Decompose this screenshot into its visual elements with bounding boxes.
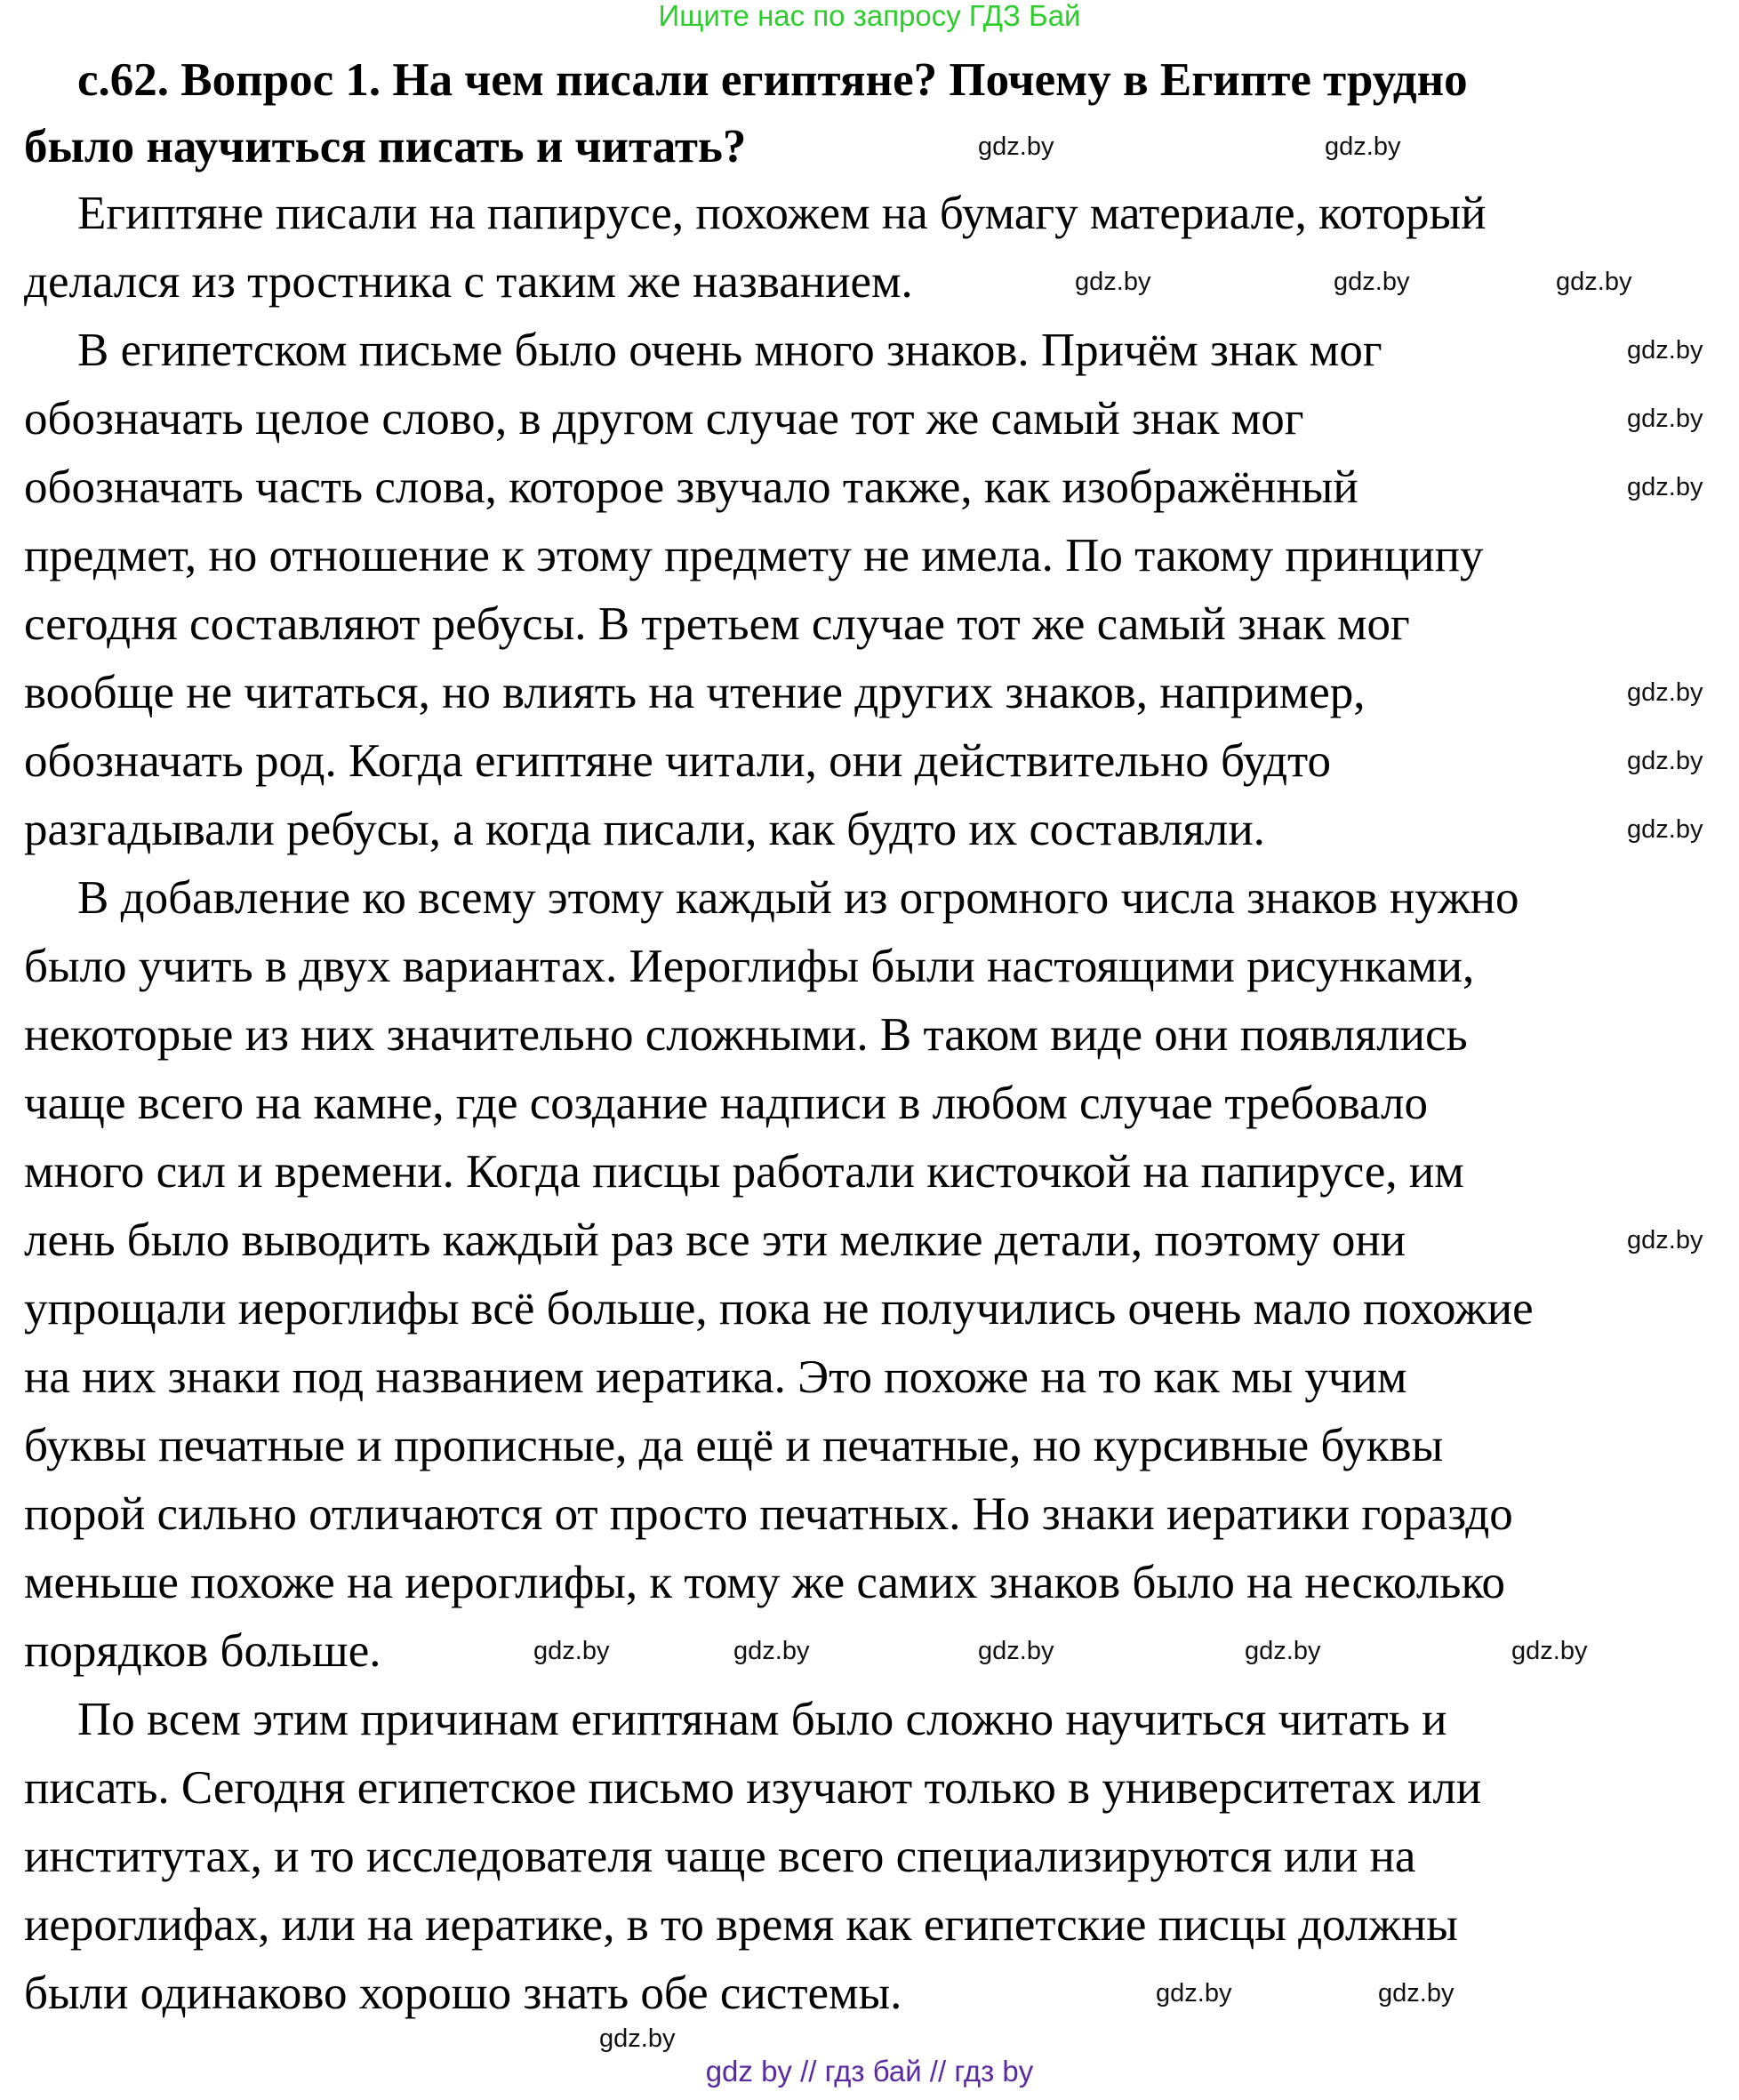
watermark: gdz.by bbox=[1627, 473, 1703, 501]
watermark: gdz.by bbox=[1627, 815, 1703, 844]
paragraph-line: обозначать род. Когда египтяне читали, они действительно будто bbox=[24, 735, 1331, 787]
paragraph-line: лень было выводить каждый раз все эти мелкие детали, поэтому они bbox=[24, 1214, 1406, 1266]
watermark: gdz.by bbox=[599, 2024, 676, 2053]
watermark: gdz.by bbox=[978, 1637, 1054, 1665]
question-title-line: с.62. Вопрос 1. На чем писали египтяне? Почему в Египте трудно bbox=[77, 54, 1468, 106]
watermark: gdz.by bbox=[1627, 747, 1703, 775]
paragraph-line: обозначать часть слова, которое звучало также, как изображённый bbox=[24, 461, 1358, 513]
watermark: gdz.by bbox=[1627, 405, 1703, 433]
watermark: gdz.by bbox=[1556, 268, 1632, 296]
paragraph-line: По всем этим причинам египтянам было сложно научиться читать и bbox=[77, 1694, 1447, 1745]
watermark: gdz.by bbox=[1627, 678, 1703, 707]
paragraph-line: чаще всего на камне, где создание надписи в любом случае требовало bbox=[24, 1078, 1428, 1129]
paragraph-line: некоторые из них значительно сложными. В таком виде они появлялись bbox=[24, 1009, 1468, 1061]
footer-links[interactable]: gdz by // гдз бай // гдз by bbox=[705, 2055, 1034, 2088]
watermark: gdz.by bbox=[1156, 1979, 1232, 2008]
watermark: gdz.by bbox=[1325, 132, 1401, 161]
watermark: gdz.by bbox=[1075, 268, 1151, 296]
watermark: gdz.by bbox=[978, 132, 1054, 161]
paragraph-line: много сил и времени. Когда писцы работали кисточкой на папирусе, им bbox=[24, 1146, 1464, 1198]
paragraph-line: писать. Сегодня египетское письмо изучают только в университетах или bbox=[24, 1762, 1482, 1814]
watermark: gdz.by bbox=[1627, 336, 1703, 365]
question-title-line: было научиться писать и читать? bbox=[24, 121, 747, 172]
paragraph-line: делался из тростника с таким же названием. bbox=[24, 256, 913, 308]
paragraph-line: сегодня составляют ребусы. В третьем случае тот же самый знак мог bbox=[24, 598, 1410, 650]
paragraph-line: вообще не читаться, но влиять на чтение других знаков, например, bbox=[24, 667, 1366, 718]
paragraph-line: Египтяне писали на папирусе, похожем на бумагу материале, который bbox=[77, 188, 1487, 239]
watermark: gdz.by bbox=[1245, 1637, 1321, 1665]
paragraph-line: обозначать целое слово, в другом случае тот же самый знак мог bbox=[24, 393, 1304, 445]
paragraph-line: В египетском письме было очень много знаков. Причём знак мог bbox=[77, 325, 1382, 376]
paragraph-line: институтах, и то исследователя чаще всего специализируются или на bbox=[24, 1831, 1416, 1882]
paragraph-line: буквы печатные и прописные, да ещё и печатные, но курсивные буквы bbox=[24, 1420, 1444, 1471]
paragraph-line: иероглифах, или на иератике, в то время как египетские писцы должны bbox=[24, 1899, 1458, 1951]
paragraph-line: на них знаки под названием иератика. Это похоже на то как мы учим bbox=[24, 1351, 1407, 1403]
paragraph-line: В добавление ко всему этому каждый из огромного числа знаков нужно bbox=[77, 872, 1519, 924]
paragraph-line: предмет, но отношение к этому предмету не имела. По такому принципу bbox=[24, 530, 1484, 581]
watermark: gdz.by bbox=[1511, 1637, 1588, 1665]
paragraph-line: было учить в двух вариантах. Иероглифы были настоящими рисунками, bbox=[24, 941, 1475, 992]
paragraph-line: порой сильно отличаются от просто печатных. Но знаки иератики гораздо bbox=[24, 1488, 1513, 1540]
watermark: gdz.by bbox=[1334, 268, 1410, 296]
watermark: gdz.by bbox=[733, 1637, 810, 1665]
paragraph-line: меньше похоже на иероглифы, к тому же самих знаков было на несколько bbox=[24, 1557, 1506, 1608]
watermark: gdz.by bbox=[1627, 1226, 1703, 1254]
paragraph-line: порядков больше. bbox=[24, 1625, 381, 1677]
paragraph-line: упрощали иероглифы всё больше, пока не получились очень мало похожие bbox=[24, 1283, 1534, 1335]
paragraph-line: разгадывали ребусы, а когда писали, как будто их составляли. bbox=[24, 804, 1265, 855]
paragraph-line: были одинаково хорошо знать обе системы. bbox=[24, 1968, 902, 2019]
watermark: gdz.by bbox=[533, 1637, 610, 1665]
search-hint-banner: Ищите нас по запросу ГДЗ Бай bbox=[658, 0, 1081, 32]
watermark: gdz.by bbox=[1378, 1979, 1455, 2008]
